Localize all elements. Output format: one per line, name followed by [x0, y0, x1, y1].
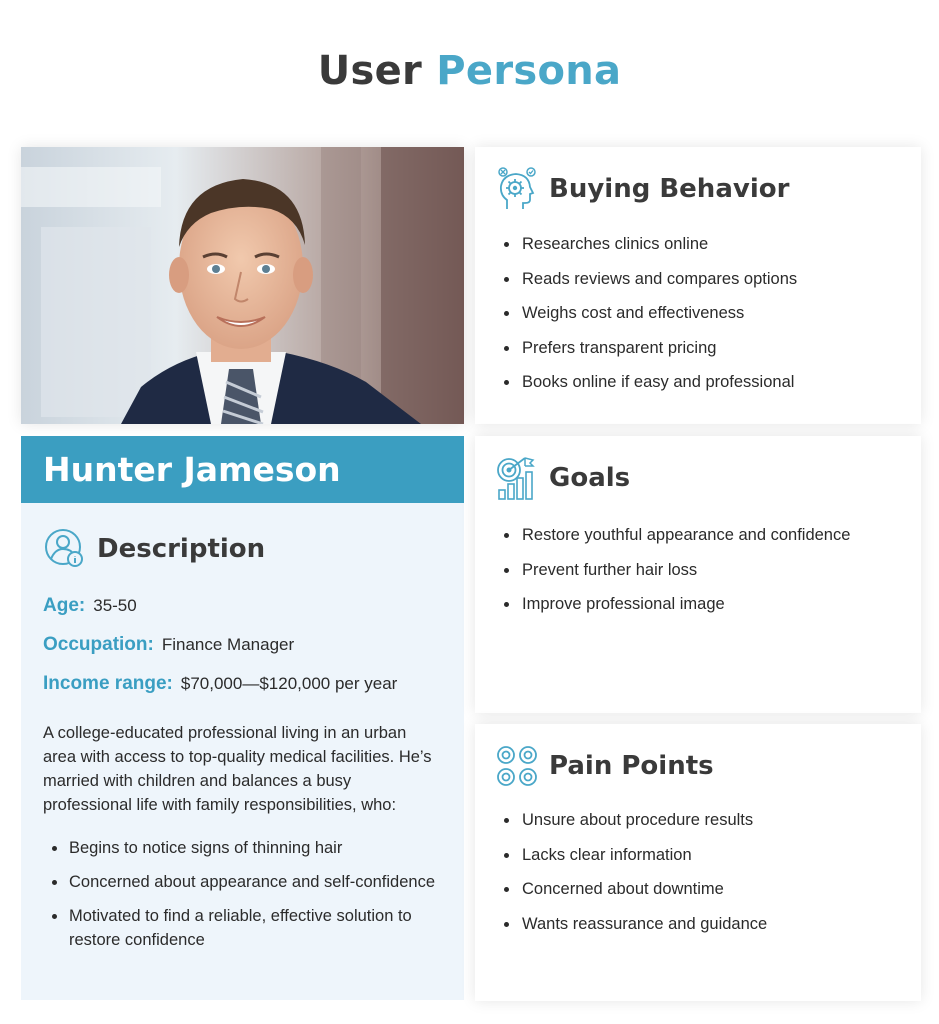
four-circles-icon: [495, 744, 539, 788]
pain-points-header: [495, 744, 714, 788]
target-chart-icon: [495, 456, 539, 500]
description-heading: Description: [97, 534, 266, 564]
persona-name: Hunter Jameson: [43, 450, 341, 489]
list-item: Motivated to find a reliable, effective solution to restore confidence: [43, 904, 443, 952]
buying-behavior-heading: Buying Behavior: [549, 174, 790, 204]
persona-name-bar: [21, 436, 464, 503]
title-word-user: User: [317, 48, 423, 94]
buying-behavior-card: [475, 147, 921, 424]
occupation-row: [43, 634, 294, 656]
pain-points-card: [475, 724, 921, 1001]
list-item: Weighs cost and effectiveness: [495, 302, 797, 324]
list-item: Improve professional image: [495, 593, 850, 615]
goals-list: [495, 524, 850, 628]
goals-header: [495, 456, 630, 500]
list-item: Unsure about procedure results: [495, 809, 767, 831]
list-item: Books online if easy and professional: [495, 371, 797, 393]
goals-card: [475, 436, 921, 713]
list-item: Lacks clear information: [495, 844, 767, 866]
list-item: Researches clinics online: [495, 233, 797, 255]
age-value: 35-50: [93, 596, 137, 615]
income-row: [43, 673, 397, 695]
description-paragraph: A college-educated professional living in an urban area with access to top-quality medical facilities. He’s married with children and balances a busy professional life with family responsibilities, who:: [43, 724, 432, 814]
occupation-value: Finance Manager: [161, 635, 295, 654]
income-label: Income range:: [43, 673, 173, 694]
list-item: Begins to notice signs of thinning hair: [43, 836, 443, 860]
age-row: [43, 595, 137, 617]
goals-heading: Goals: [549, 463, 631, 493]
persona-photo: [21, 147, 464, 424]
title-word-persona: Persona: [436, 48, 622, 94]
description-header: [43, 527, 265, 571]
pain-points-heading: Pain Points: [549, 751, 714, 781]
list-item: Prefers transparent pricing: [495, 337, 797, 359]
buying-behavior-header: [495, 167, 789, 211]
list-item: Reads reviews and compares options: [495, 268, 797, 290]
age-label: Age:: [43, 595, 86, 616]
buying-behavior-list: [495, 233, 797, 406]
user-info-icon: [43, 527, 87, 571]
description-points: [43, 836, 443, 962]
list-item: Restore youthful appearance and confidence: [495, 524, 850, 546]
list-item: Concerned about appearance and self-confidence: [43, 870, 443, 894]
description-panel: [21, 503, 464, 1000]
list-item: Concerned about downtime: [495, 878, 767, 900]
income-value: $70,000—$120,000 per year: [180, 674, 398, 693]
occupation-label: Occupation:: [43, 634, 154, 655]
list-item: Wants reassurance and guidance: [495, 913, 767, 935]
page-title: [0, 48, 939, 94]
head-gears-icon: [495, 167, 539, 211]
pain-points-list: [495, 809, 767, 947]
list-item: Prevent further hair loss: [495, 559, 850, 581]
